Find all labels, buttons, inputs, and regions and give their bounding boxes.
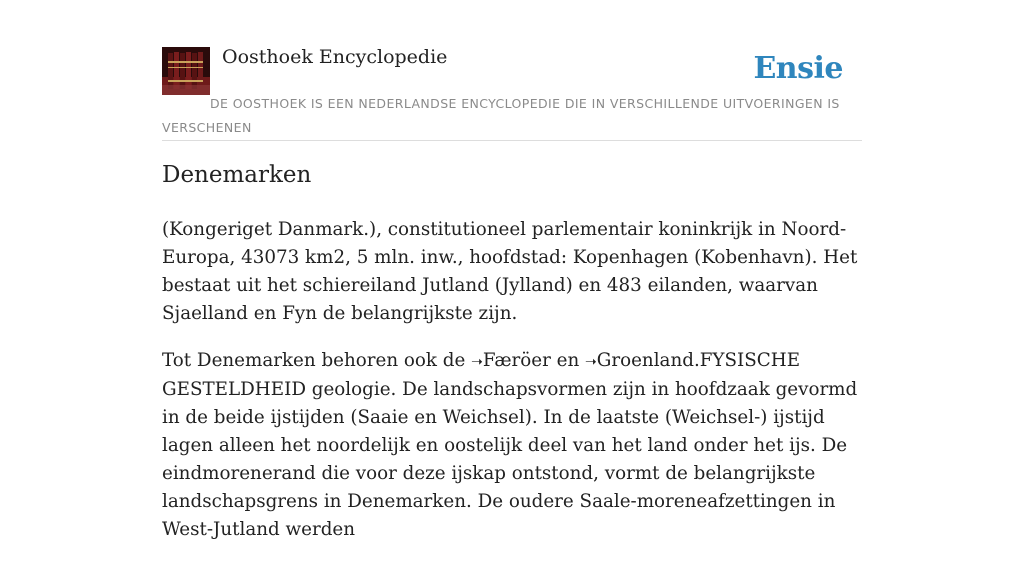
site-header (162, 0, 862, 141)
article-paragraph (162, 347, 864, 544)
source-tagline: DE OOSTHOEK IS EEN NEDERLANDSE ENCYCLOPEDIE DIE IN VERSCHILLENDE UITVOERINGEN IS VERSCHENEN (162, 96, 840, 135)
encyclopedia-books-icon (162, 47, 210, 95)
ensie-logo[interactable]: Ensie (753, 51, 843, 86)
article-title: Denemarken (162, 162, 312, 188)
arrow-right-icon: ➝ (585, 354, 597, 370)
article-paragraph: (Kongeriget Danmark.), constitutioneel parlementair koninkrijk in Noord-Europa, 43073 km2, 5 mln. inw., hoofdstad: Kopenhagen (Kobenhavn). Het bestaat uit het schiereiland Jutland (Jylland) en 483 eilanden, waarvan Sjaelland en Fyn de belangrijkste zijn. (162, 219, 858, 324)
paragraph-text: Tot Denemarken behoren ook de (162, 350, 472, 371)
reference-link-label: Færöer (482, 350, 551, 371)
article-body (162, 216, 864, 563)
arrow-right-icon: ➝ (471, 354, 483, 370)
source-avatar[interactable] (162, 47, 210, 95)
page-container (162, 0, 862, 540)
paragraph-text: .FYSISCHE GESTELDHEID geologie. De landschapsvormen zijn in hoofdzaak gevormd in de beide ijstijden (Saaie en Weichsel). In de laatste (Weichsel-) ijstijd lagen alleen het noordelijk en oostelijk deel van het land onder het ijs. De eindmorenerand die voor deze ijskap ontstond, vormt de belangrijkste landschapsgrens in Denemarken. De oudere Saale-moreneafzettingen in West-Jutland werden (162, 350, 858, 540)
reference-link-faeroer[interactable] (471, 350, 551, 371)
source-title-link[interactable]: Oosthoek Encyclopedie (222, 46, 448, 68)
reference-link-groenland[interactable] (585, 350, 694, 371)
reference-link-label: Groenland (596, 350, 694, 371)
paragraph-text: en (550, 350, 586, 371)
